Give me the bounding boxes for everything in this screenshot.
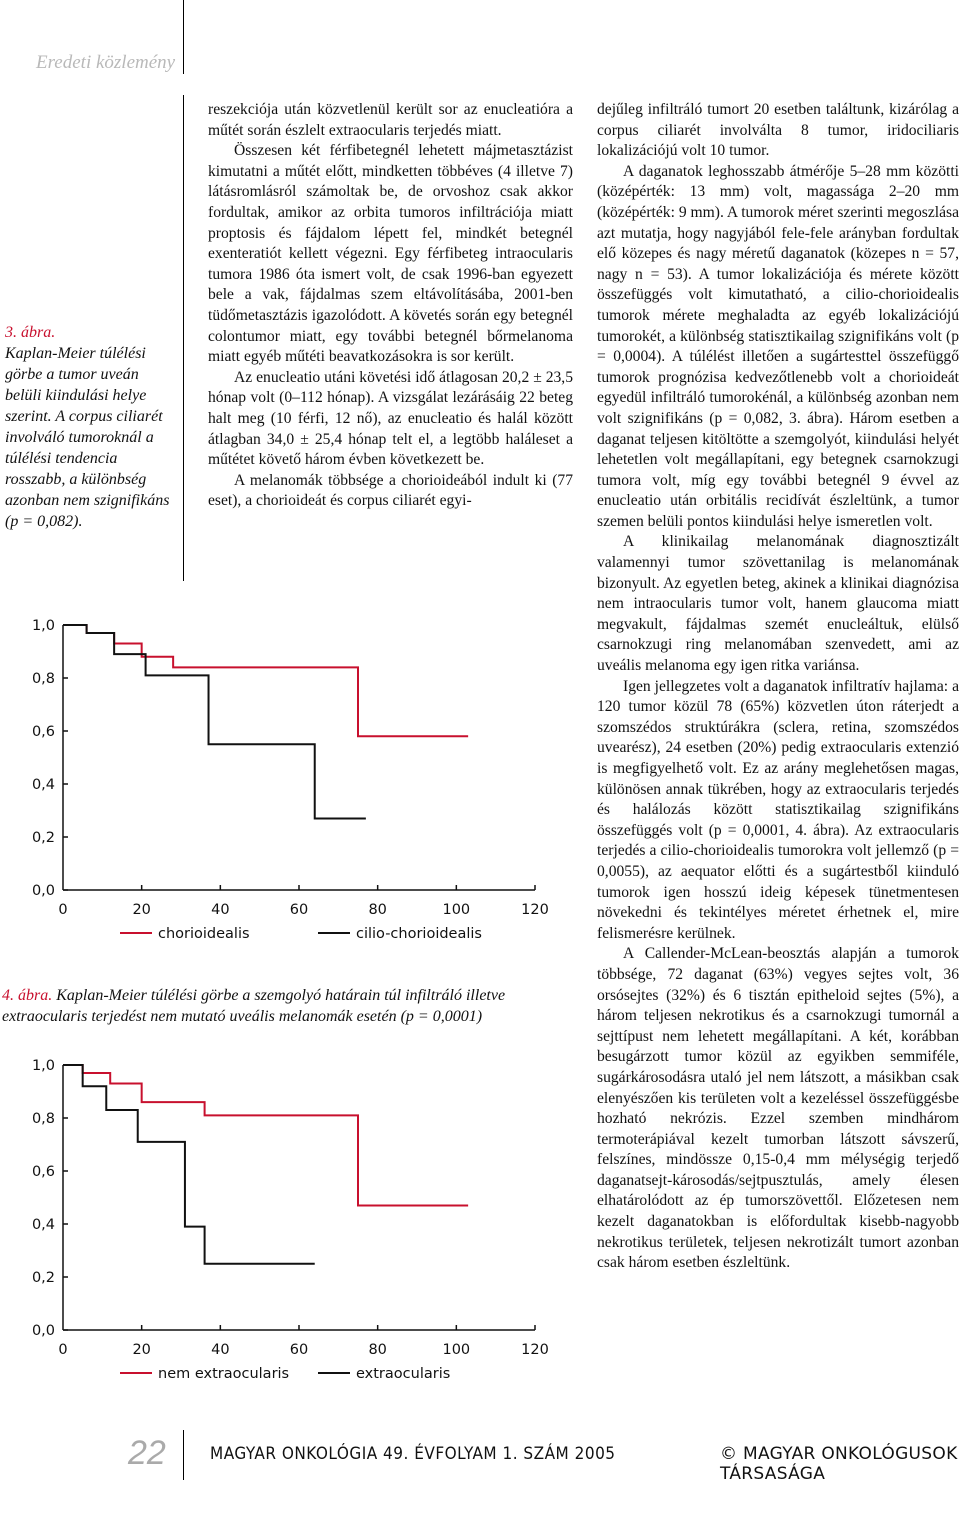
x-tick-label: 0 (58, 902, 68, 918)
y-tick-label: 0,6 (31, 724, 55, 740)
paragraph: Igen jellegzetes volt a daganatok infiltratív hajlama: a 120 tumor közül 78 (65%) közvetlen úton ráterjedt a szomszédos struktúrákra (sclera, retina, szomszédos uvearész), 24 esetben (20%) pedig extraocularis extenzió is megfigyelhető volt. Ez az arány meglehetősen magas, különösen annak tükrében, hogy az extraocularis terjedés és halálozás között statisztikailag szignifikáns összefüggés volt (p = 0,0001, 4. ábra). Az extraocularis terjedés a cilio-chorioidealis tumorokra volt jellemző (p = 0,0055), az aequator előtti és a sugártestből kiinduló tumorok igen hosszú ideig képesek tünetmentesen növekedni és tekintélyes méretet érhetnek el, mire felismerésre kerülnek. (597, 677, 959, 942)
legend-label: cilio-chorioidealis (356, 926, 482, 942)
paragraph: Összesen két férfibetegnél lehetett májmetasztázist kimutatni a műtét előtt, mindketten többéves (4 illetve 7) látásromlásról számoltak be, de orvoshoz csak akkor fordultak, amikor az orbita tumoros infiltrációja miatt proptosis és fájdalom lépett fel, mindkét betegnél exenteratiót kellett végezni. Egy férfibeteg intraocularis tumora 1986 óta ismert volt, de csak 1996-ban egyezett bele a vak, fájdalmas szem eltávolításába, 2001-ben tüdőmetasztázis igazolódott. A követés során egy betegnél colontumor miatt, egy további betegnél bőrmelanoma miatt egyéb műtéti beavatkozásokra is sor került. (208, 142, 573, 366)
x-tick-label: 80 (368, 902, 387, 918)
copyright: © MAGYAR ONKOLÓGUSOK TÁRSASÁGA (720, 1444, 958, 1484)
journal-info: MAGYAR ONKOLÓGIA 49. ÉVFOLYAM 1. SZÁM 2005 (210, 1444, 616, 1464)
y-tick-label: 0,8 (31, 1111, 55, 1127)
legend-label: nem extraocularis (158, 1366, 290, 1382)
paragraph: A melanomák többsége a chorioideából indult ki (77 eset), a chorioideát és corpus ciliarét egyi- (208, 471, 573, 510)
figure3-chart (0, 600, 580, 960)
figure4-caption-text: Kaplan-Meier túlélési görbe a szemgolyó határain túl infiltráló illetve extraocularis terjedést nem mutató uveális melanomák esetén (p = 0,0001) (2, 987, 506, 1025)
page-number: 22 (128, 1434, 166, 1472)
figure4-chart (0, 1040, 580, 1400)
figure3-caption (5, 322, 175, 532)
x-tick-label: 40 (211, 1342, 230, 1358)
legend-label: chorioidealis (158, 926, 250, 942)
y-tick-label: 0,4 (31, 1217, 55, 1233)
legend-label: extraocularis (356, 1366, 451, 1382)
series-line (63, 625, 366, 818)
y-tick-label: 0,8 (31, 671, 55, 687)
y-tick-label: 0,0 (31, 883, 55, 899)
column-divider (183, 95, 184, 581)
paragraph: Az enucleatio utáni követési idő átlagosan 20,2 ± 23,5 hónap volt (0–112 hónap). A vizsgálat lezárásáig 22 beteg halt meg (10 férfi, 12 nő), az enucleatio és halál között átlagban 34,0 ± 25,4 hónap telt el, a legtöbb haláleset a műtétet követő három évben következett be. (208, 368, 573, 469)
x-tick-label: 120 (521, 902, 549, 918)
series-line (63, 1065, 315, 1264)
x-tick-label: 0 (58, 1342, 68, 1358)
text-column-2 (208, 100, 573, 512)
x-tick-label: 20 (132, 1342, 151, 1358)
y-tick-label: 0,0 (31, 1323, 55, 1339)
y-tick-label: 0,2 (31, 830, 55, 846)
x-tick-label: 60 (289, 1342, 309, 1358)
paragraph: A klinikailag melanomának diagnosztizált valamennyi tumor szövettanilag is melanomának bizonyult. Az egyetlen beteg, akinek a klinikai diagnózisa nem intraocularis tumor volt, hanem glaucoma miatt megvakult, fájdalmas szemét enucleáltuk, elülső csarnokzugi ring melanomában szenvedett, ami az uveális melanoma egy igen ritka variánsa. (597, 533, 959, 675)
series-line (63, 1065, 468, 1205)
figure3-label: 3. ábra. (5, 324, 56, 341)
x-tick-label: 100 (442, 902, 471, 918)
figure4-label: 4. ábra. (2, 987, 53, 1004)
header-divider (183, 0, 184, 74)
series-line (63, 625, 468, 736)
footer-divider (183, 1430, 184, 1480)
x-tick-label: 40 (211, 902, 230, 918)
x-tick-label: 60 (289, 902, 309, 918)
x-tick-label: 80 (368, 1342, 387, 1358)
paragraph: A Callender-McLean-beosztás alapján a tumorok többsége, 72 daganat (63%) vegyes sejtes volt, 36 orsósejtes (32%) és 6 tisztán epitheloid sejtes (5%), a három teljesen nekrotikus és a csarnokzugi tumornál a sejttípust nem lehetett megállapítani. A két, korábban besugárzott tumor közül az egyikben semmiféle, sugárkárosodásra utaló jel nem látszott, a másikban csak elenyészően kis területen volt a kezeléssel összefüggésbe hozható nekrózis. Ezzel szemben mindhárom termoterápiával kezelt tumorban látszott sávszerű, felszínes, mindössze 0,15-0,4 mm mélységig terjedő daganatsejt-károsodás/sejtpusztulás, amely élesen elhatárolódott az ép tumorszövettől. Előzetesen nem kezelt daganatokban is előfordultak kisebb-nagyobb nekrotikus területek, teljesen nekrotizált tumort azonban csak három esetben észleltünk. (597, 945, 959, 1272)
paragraph: reszekciója után közvetlenül került sor az enucleatióra a műtét során észlelt extraocularis terjedés miatt. (208, 101, 573, 139)
y-tick-label: 1,0 (31, 1058, 55, 1074)
x-tick-label: 100 (442, 1342, 471, 1358)
figure4-caption (2, 985, 562, 1027)
x-tick-label: 120 (521, 1342, 549, 1358)
text-column-3 (597, 100, 959, 1274)
y-tick-label: 0,2 (31, 1270, 55, 1286)
figure3-caption-text: Kaplan-Meier túlélési görbe a tumor uveán belüli kiindulási helye szerint. A corpus ciliarét involváló tumoroknál a túlélési tendencia rosszabb, a különbség azonban nem szignifikáns (p = 0,082). (5, 345, 170, 530)
section-title: Eredeti közlemény (36, 52, 176, 73)
paragraph: dejűleg infiltráló tumort 20 esetben találtunk, kizárólag a corpus ciliarét involválta 8 tumor, iridociliaris lokalizációjú volt 10 tumor. (597, 101, 959, 160)
paragraph: A daganatok leghosszabb átmérője 5–28 mm közötti (középérték: 13 mm) volt, magassága 2–20 mm (középérték: 9 mm). A tumorok méret szerinti megoszlása azt mutatja, hogy nagyjából fele-fele arányban fordultak elő közepes és nagy méretű daganatok (közepes n = 57, nagy n = 53). A tumor lokalizációja és mérete között összefüggés volt kimutatható, a cilio-chorioidealis tumorok mérete meghaladta az egyéb lokalizációjú tumorokét, a különbség statisztikailag szignifikáns volt (p = 0,0004). A túlélést illetően a sugártesttel összefüggő tumorok prognózisa kedvezőtlenebb volt a chorioideát egyedül infiltráló tumorokénál, a különbség azonban nem volt szignifikáns (p = 0,082, 3. ábra). Három esetben a daganat teljesen kitöltötte a szemgolyót, kiindulási helyét lehetetlen volt megállapítani, egy betegnek csarnokzugi tumora volt, míg egy további betegnél 9 évvel az enucleatio után orbitális recidívát észleltünk, a tumor szemen belüli pontos kiindulási helye ismeretlen volt. (597, 162, 960, 530)
y-tick-label: 0,4 (31, 777, 55, 793)
y-tick-label: 0,6 (31, 1164, 55, 1180)
y-tick-label: 1,0 (31, 618, 55, 634)
x-tick-label: 20 (132, 902, 151, 918)
